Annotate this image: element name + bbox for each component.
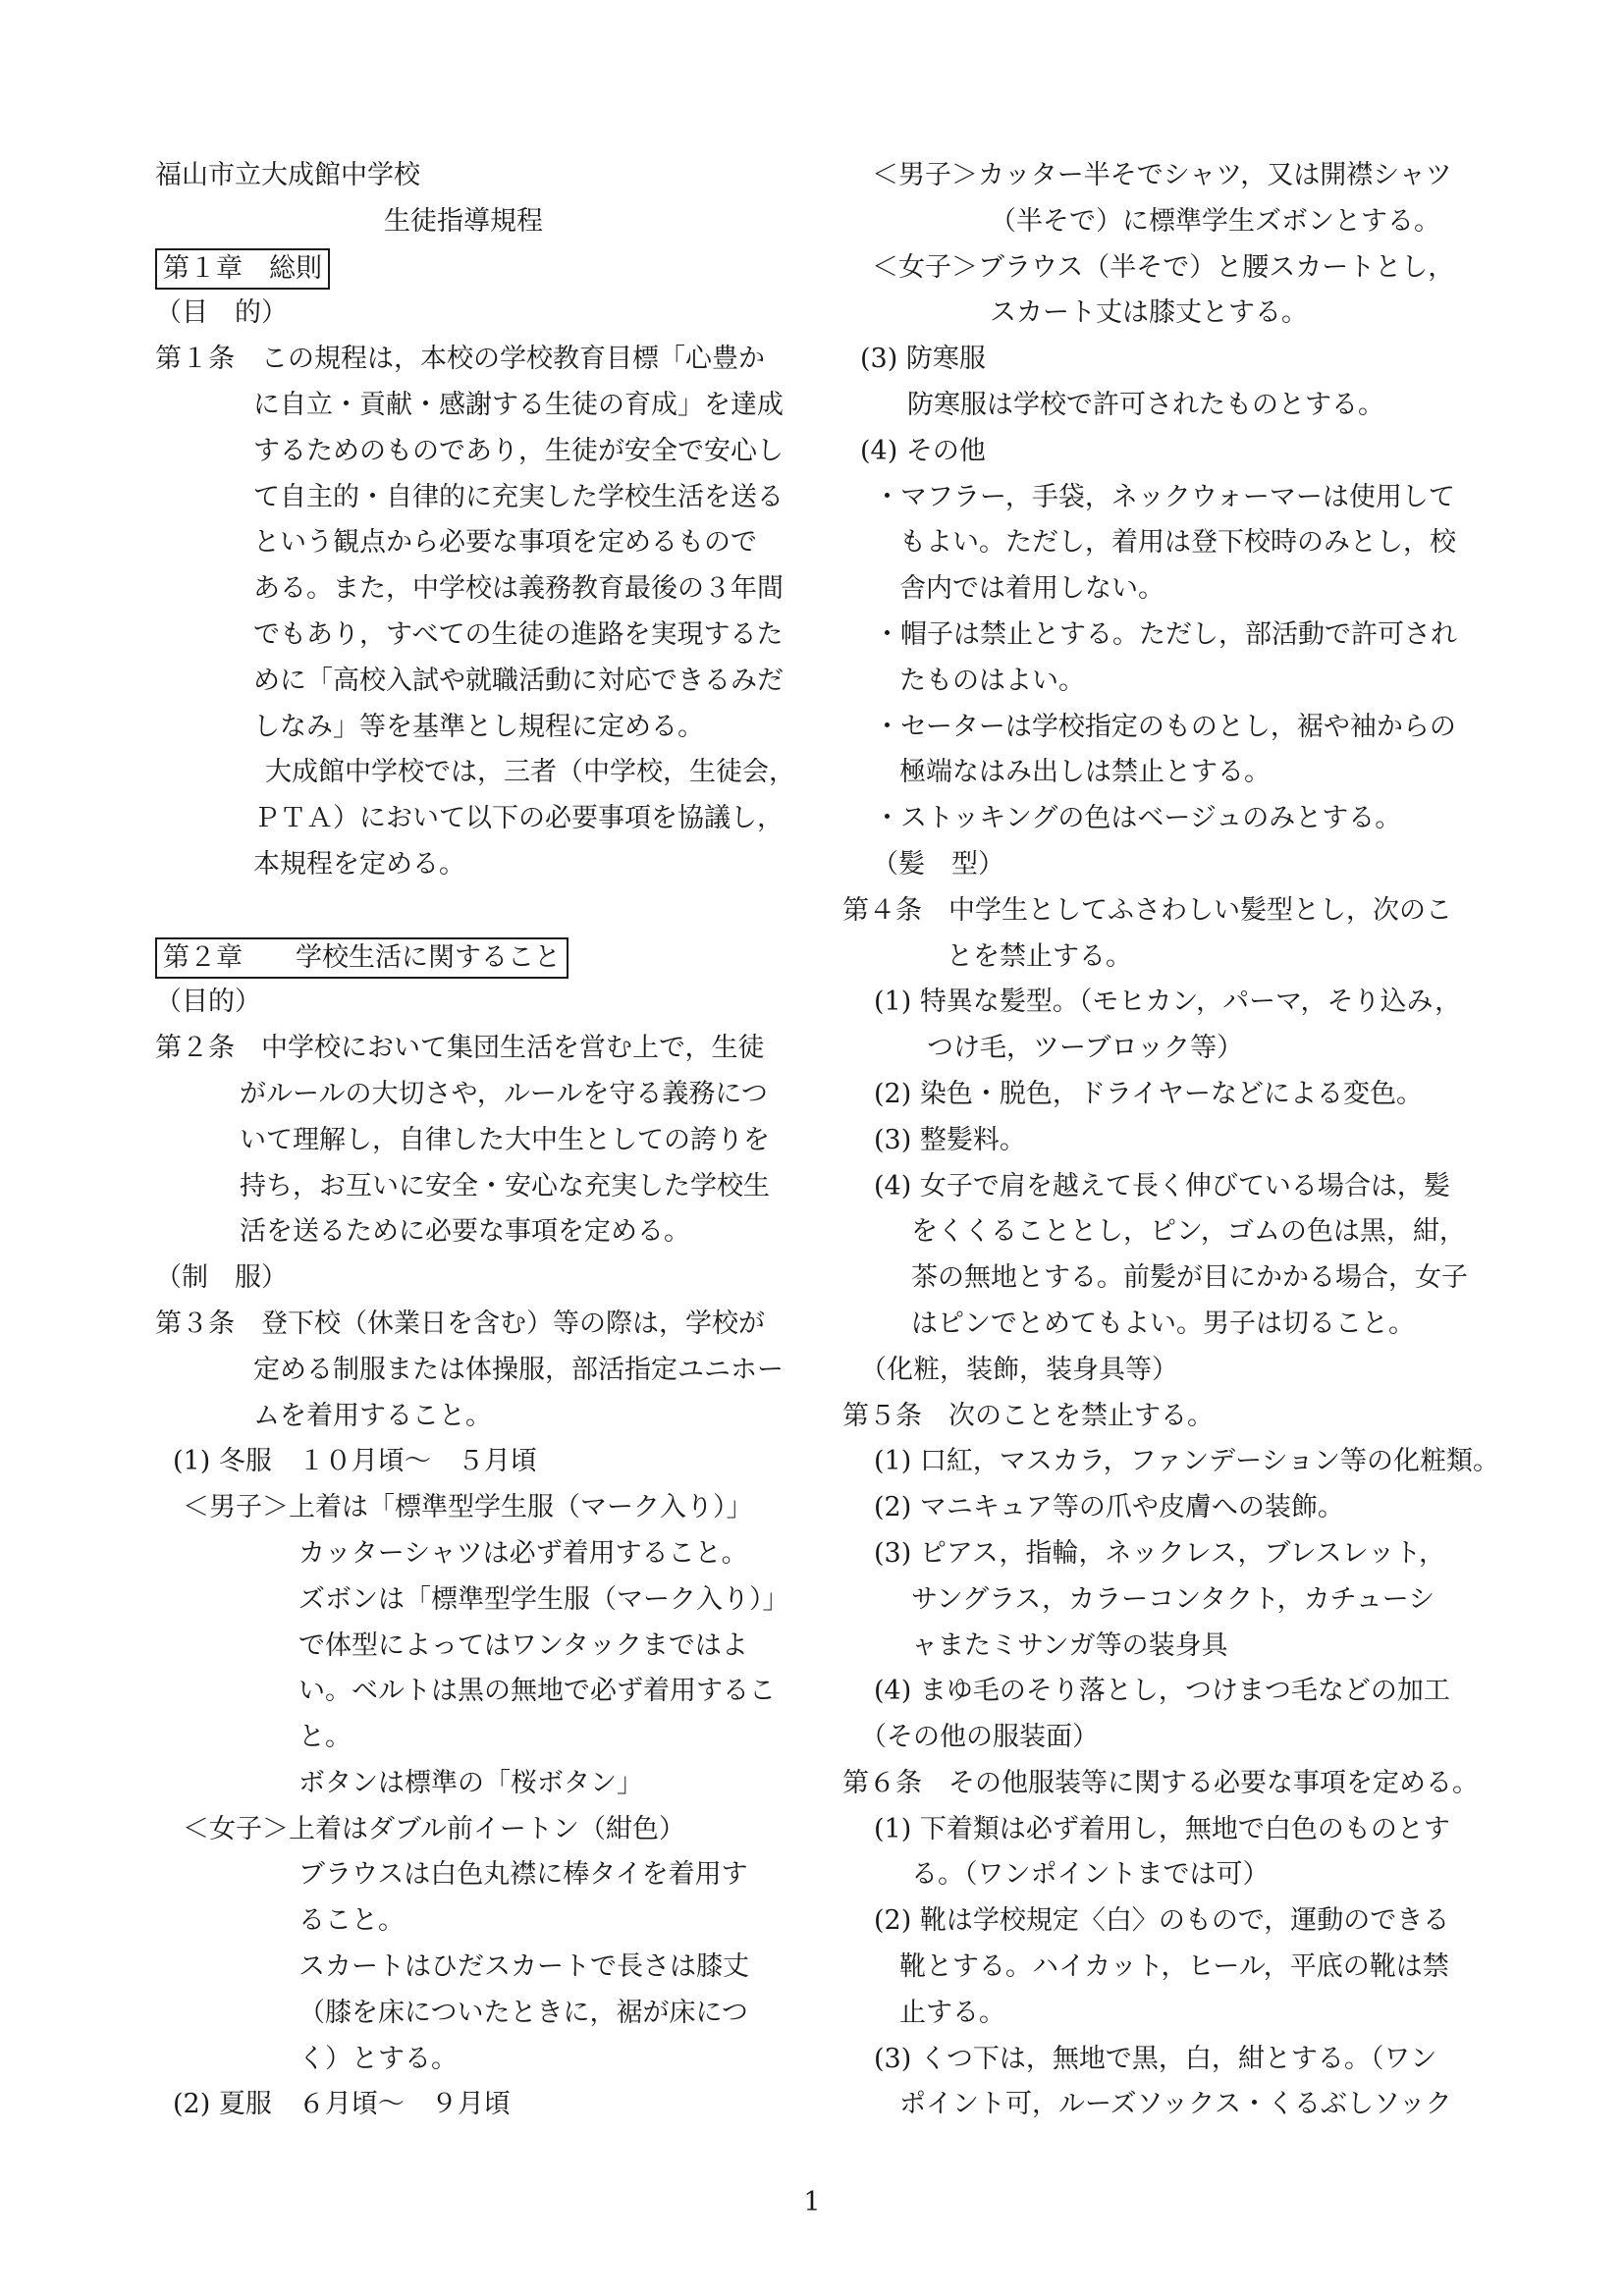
left-column-line: ズボンは「標準型学生服（マーク入り）」 xyxy=(298,1583,789,1615)
blank-line xyxy=(155,888,803,934)
right-column-line: 第６条 その他服装等に関する必要な事項を定める。 xyxy=(842,1767,1479,1798)
right-column-line: ・マフラー，手袋，ネックウォーマーは使用して xyxy=(874,481,1455,512)
right-column-line: （その他の服装面） xyxy=(860,1722,1099,1753)
right-column-line: 極端なはみ出しは禁止とする。 xyxy=(899,757,1271,788)
right-column-line: (2) 靴は学校規定〈白〉のもので，運動のできる xyxy=(874,1905,1450,1937)
right-column-line: (2) 染色・脱色，ドライヤーなどによる変色。 xyxy=(874,1078,1424,1109)
right-column-line: サングラス，カラーコンタクト，カチューシ xyxy=(911,1583,1435,1615)
left-column-line: 大成館中学校では，三者（中学校，生徒会， xyxy=(265,757,795,788)
left-column-line: するためのものであり，生徒が安全で安心し xyxy=(253,435,784,466)
left-column-line: に自立・貢献・感謝する生徒の育成」を達成 xyxy=(253,389,784,420)
left-column-line: 活を送るために必要な事項を定める。 xyxy=(240,1216,690,1248)
right-column-line: (1) 下着類は必ず着用し，無地で白色のものとす xyxy=(874,1813,1450,1844)
right-column-line: (3) 整髪料。 xyxy=(874,1124,1026,1155)
left-column-line: で体型によってはワンタックまではよ xyxy=(298,1629,748,1661)
right-column-line: る。（ワンポイントまでは可） xyxy=(911,1859,1270,1891)
left-column-line: 第２条 中学校において集団生活を営む上で，生徒 xyxy=(155,1033,765,1064)
chapter-heading xyxy=(155,934,803,981)
right-column-line: ・セーターは学校指定のものとし，裾や袖からの xyxy=(874,711,1456,742)
left-column-line: 定める制服または体操服，部活指定ユニホー xyxy=(253,1354,784,1385)
right-column-line: 第４条 中学生としてふさわしい髪型とし，次のこ xyxy=(842,894,1452,926)
chapter-heading-text: 第１章 総則 xyxy=(155,248,330,290)
left-column-line: カッターシャツは必ず着用すること。 xyxy=(298,1537,748,1569)
right-column-line: 防寒服は学校で許可されたものとする。 xyxy=(907,389,1384,420)
left-column-line: ボタンは標準の「桜ボタン」 xyxy=(298,1767,643,1798)
left-column-line: 本規程を定める。 xyxy=(253,848,465,880)
left-column-line: がルールの大切さや，ルールを守る義務につ xyxy=(240,1078,768,1109)
right-column-line: (3) ピアス，指輪，ネックレス，ブレスレット， xyxy=(874,1537,1445,1569)
left-column-line: い。ベルトは黒の無地で必ず着用するこ xyxy=(298,1676,776,1707)
left-column-line: 福山市立大成館中学校 xyxy=(155,160,420,190)
left-column-line: （目的） xyxy=(155,987,261,1018)
left-column-line: 持ち，お互いに安全・安心な充実した学校生 xyxy=(240,1170,770,1201)
left-column-line: （制 服） xyxy=(155,1262,288,1294)
left-column-line: しなみ」等を基準とし規程に定める。 xyxy=(253,711,704,742)
left-column-line: いて理解し，自律した大中生としての誇りを xyxy=(240,1124,770,1155)
chapter-heading-text: 第２章 学校生活に関すること xyxy=(155,937,568,979)
left-column-line: ること。 xyxy=(298,1905,405,1937)
right-column-line: とを禁止する。 xyxy=(947,940,1132,972)
left-column-line: て自主的・自律的に充実した学校生活を送る xyxy=(253,481,784,512)
right-column-line: (3) 防寒服 xyxy=(860,344,986,375)
left-column-line: ムを着用すること。 xyxy=(253,1400,492,1431)
right-column-line: もよい。ただし，着用は登下校時のみとし，校 xyxy=(899,527,1456,559)
left-column-line: ＰＴＡ）において以下の必要事項を協議し， xyxy=(253,803,784,834)
left-column-line: く）とする。 xyxy=(298,2043,458,2074)
right-column-line: （半そで）に標準学生ズボンとする。 xyxy=(990,205,1440,237)
left-column-line: ＜男子＞上着は「標準型学生服（マーク入り）」 xyxy=(183,1492,753,1523)
right-column-line: (4) その他 xyxy=(860,435,986,466)
right-column-line: 舎内では着用しない。 xyxy=(899,573,1164,605)
left-column-line: ある。また，中学校は義務教育最後の３年間 xyxy=(253,573,784,605)
left-column-line: (2) 夏服 ６月頃～ ９月頃 xyxy=(173,2089,511,2120)
right-column-line: をくくることとし，ピン，ゴムの色は黒，紺， xyxy=(911,1216,1466,1248)
right-column xyxy=(842,153,1500,2128)
left-column-line: （膝を床についたときに，裾が床につ xyxy=(298,1997,748,2028)
right-column-line: 茶の無地とする。前髪が目にかかる場合，女子 xyxy=(911,1262,1468,1294)
right-column-line: (2) マニキュア等の爪や皮膚への装飾。 xyxy=(874,1492,1344,1523)
right-column-line: (4) 女子で肩を越えて長く伸びている場合は，髪 xyxy=(874,1170,1450,1201)
left-column-line: と。 xyxy=(298,1722,352,1753)
right-column-line: 止する。 xyxy=(899,1997,1005,2028)
right-column-line: ャまたミサンガ等の装身具 xyxy=(911,1629,1228,1661)
left-column xyxy=(155,153,803,2128)
left-column-line: でもあり，すべての生徒の進路を実現するた xyxy=(253,618,784,650)
right-column-line: たものはよい。 xyxy=(899,665,1085,696)
right-column-line: ＜女子＞ブラウス（半そで）と腰スカートとし， xyxy=(872,251,1455,283)
right-column-line: ＜男子＞カッター半そでシャツ，又は開襟シャツ xyxy=(872,160,1452,190)
right-column-line: ・ストッキングの色はベージュのみとする。 xyxy=(874,803,1402,834)
left-column-line: ブラウスは白色丸襟に棒タイを着用す xyxy=(298,1859,748,1891)
left-column-line: という観点から必要な事項を定めるもので xyxy=(253,527,757,559)
right-column-line: (4) まゆ毛のそり落とし，つけまつ毛などの加工 xyxy=(874,1676,1450,1707)
left-column-line: スカートはひだスカートで長さは膝丈 xyxy=(298,1951,749,1983)
right-column-line: (1) 口紅，マスカラ，ファンデーション等の化粧類。 xyxy=(874,1446,1500,1477)
right-column-line: （化粧，装飾，装身具等） xyxy=(860,1354,1178,1385)
right-column-line: （髪 型） xyxy=(872,848,1004,880)
left-column-line: 生徒指導規程 xyxy=(384,205,543,237)
right-column-line: 靴とする。ハイカット，ヒール，平底の靴は禁 xyxy=(899,1951,1449,1983)
right-column-line: ・帽子は禁止とする。ただし，部活動で許可され xyxy=(874,618,1457,650)
left-column-line: 第１条 この規程は，本校の学校教育目標「心豊か xyxy=(155,344,765,375)
right-column-line: (3) くつ下は，無地で黒，白，紺とする。（ワン xyxy=(874,2043,1437,2074)
right-column-line: はピンでとめてもよい。男子は切ること。 xyxy=(911,1308,1415,1339)
right-column-line: ポイント可，ルーズソックス・くるぶしソック xyxy=(899,2089,1452,2120)
left-column-line: めに「高校入試や就職活動に対応できるみだ xyxy=(253,665,784,696)
right-column-line: つけ毛，ツーブロック等） xyxy=(927,1033,1244,1064)
left-column-line: ＜女子＞上着はダブル前イートン（紺色） xyxy=(183,1813,685,1844)
chapter-heading xyxy=(155,245,803,292)
left-column-line: (1) 冬服 １０月頃～ ５月頃 xyxy=(173,1446,537,1477)
right-column-line: 第５条 次のことを禁止する。 xyxy=(842,1400,1214,1431)
page-number: 1 xyxy=(803,2187,821,2217)
left-column-line: （目 的） xyxy=(155,297,288,329)
right-column-line: スカート丈は膝丈とする。 xyxy=(990,297,1308,329)
right-column-line: (1) 特異な髪型。（モヒカン，パーマ，そり込み， xyxy=(874,987,1462,1018)
left-column-line: 第３条 登下校（休業日を含む）等の際は，学校が xyxy=(155,1308,765,1339)
